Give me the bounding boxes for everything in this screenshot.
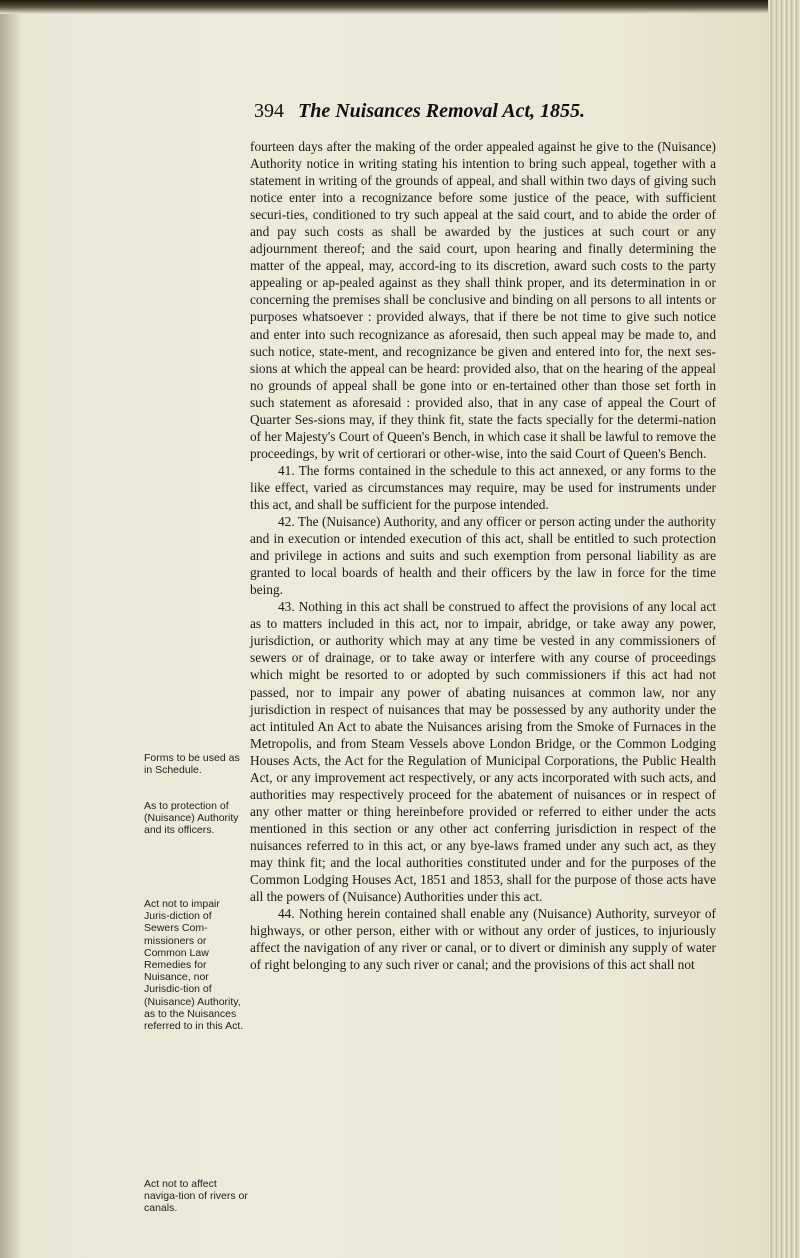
spine-shadow <box>0 0 22 1258</box>
margin-note-jurisdiction: Act not to impair Juris-diction of Sewers Com-missioners or Common Law Remedies for Nuisance, nor Jurisdic-tion of (Nuisance) Authority, as to the Nuisances referred to in this Act. <box>144 898 244 1033</box>
section-44: 44. Nothing herein contained shall enable any (Nuisance) Authority, surveyor of highways, or other person, either with or without any order of justices, to injuriously affect the navigation of any river or canal, or to divert or diminish any supply of water of right belonging to any such river or canal; and the provisions of this act shall not <box>250 906 716 973</box>
page-top-edge <box>0 0 768 14</box>
section-42: 42. The (Nuisance) Authority, and any officer or person acting under the authority and in execution or intended execution of this act, shall be entitled to such protection and privilege in actions and suits and such exemption from personal liability as are granted to local boards of health and their officers by the law in force for the time being. <box>250 514 716 598</box>
margin-note-navigation: Act not to affect naviga-tion of rivers or canals. <box>144 1178 248 1215</box>
page-fore-edge <box>768 0 800 1258</box>
running-header <box>254 100 585 123</box>
running-title: The Nuisances Removal Act, 1855. <box>298 100 586 122</box>
paragraph-continuation: fourteen days after the making of the order appealed against he give to the (Nuisance) Authority notice in writing stating his intention to bring such appeal, together with a statement in writing of the grounds of appeal, and shall within two days of giving such notice enter into a recognizance before some justice of the peace, with sufficient securi-ties, conditioned to try such appeal at the said court, and to abide the order of and pay such costs as shall be awarded by the justices at such court or any adjournment thereof; and the said court, upon hearing and finally determining the matter of the appeal, may, accord-ing to its discretion, award such costs to the party appealing or ap-pealed against as they shall think proper, and its determination in or concerning the premises shall be conclusive and binding on all persons to all intents or purposes whatsoever : provided always, that if there be not time to give such notice and enter into such recognizance as aforesaid, then such appeal may be made to, and such notice, state-ment, and recognizance be given and entered into for, the next ses-sions at which the appeal can be heard: provided also, that on the hearing of the appeal no grounds of appeal shall be gone into or en-tertained other than those set forth in such statement as aforesaid : provided also, that in any case of appeal the Court of Quarter Ses-sions may, if they think fit, state the facts specially for the determi-nation of her Majesty's Court of Queen's Bench, in which case it shall be lawful to remove the proceedings, by writ of certiorari or other-wise, into the said Court of Queen's Bench. <box>250 139 716 461</box>
section-43: 43. Nothing in this act shall be construed to affect the provisions of any local act as to matters included in this act, nor to impair, abridge, or take away any power, jurisdiction, or authority which may at any time be vested in any commissioners of sewers or of drainage, or to take away or interfere with any course of proceedings which might be resorted to or adopted by such commissioners if this act had not passed, nor to impair any power of abating nuisances at common law, nor any jurisdiction in respect of nuisances that may be possessed by any authority under the act intituled An Act to abate the Nuisances arising from the Smoke of Furnaces in the Metropolis, and from Steam Vessels above London Bridge, or the Common Lodging Houses Acts, the Act for the Regulation of Municipal Corporations, the Public Health Act, or any improvement act respectively, or any acts incorporated with such acts, and authorities may respectively proceed for the abatement of nuisances or in respect of any other matter or thing hereinbefore provided or referred to either under the acts mentioned in this section or any other act conferring jurisdiction in respect of the nuisances referred to in this act, or any bye-laws framed under any such act, as they may think fit; and the local authorities constituted under and for the purposes of the Common Lodging Houses Act, 1851 and 1853, shall for the purpose of those acts have all the powers of (Nuisance) Authorities under this act. <box>250 599 716 905</box>
margin-note-protection: As to protection of (Nuisance) Authority and its officers. <box>144 800 239 837</box>
section-41: 41. The forms contained in the schedule to this act annexed, or any forms to the like effect, varied as circumstances may require, may be used for instruments under this act, and shall be sufficient for the purpose intended. <box>250 462 716 512</box>
body-text <box>250 138 716 973</box>
margin-note-forms: Forms to be used as in Schedule. <box>144 752 240 777</box>
page-number: 394 <box>254 100 284 122</box>
